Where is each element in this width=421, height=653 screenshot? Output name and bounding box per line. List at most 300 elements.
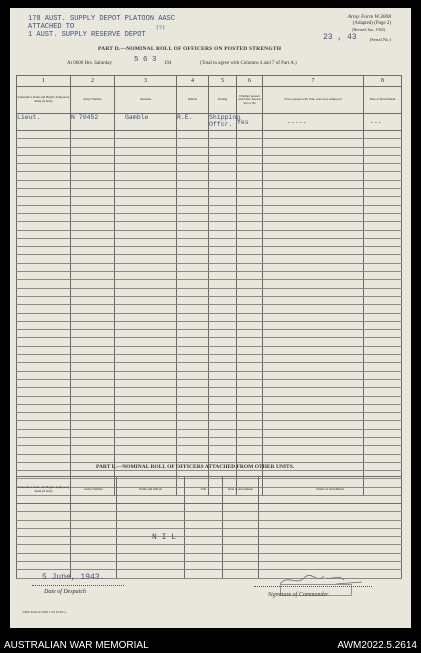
blank-cell <box>209 280 237 288</box>
blank-cell <box>17 197 71 205</box>
blank-row <box>17 197 402 205</box>
blank-cell <box>115 396 177 404</box>
blank-row <box>17 238 402 246</box>
blank-row <box>17 379 402 387</box>
blank-cell <box>263 255 364 263</box>
blank-row <box>17 255 402 263</box>
blank-cell <box>364 363 402 371</box>
blank-cell <box>17 272 71 280</box>
blank-cell <box>71 545 117 553</box>
blank-cell <box>237 263 263 271</box>
blank-cell <box>263 180 364 188</box>
blank-cell <box>115 131 177 139</box>
blank-cell <box>364 230 402 238</box>
blank-cell <box>237 205 263 213</box>
blank-cell <box>259 553 402 561</box>
blank-row <box>17 520 402 528</box>
blank-cell <box>263 172 364 180</box>
blank-cell <box>177 147 209 155</box>
blank-cell <box>237 363 263 371</box>
blank-cell <box>263 454 364 462</box>
blank-cell <box>364 288 402 296</box>
blank-cell <box>17 131 71 139</box>
blank-cell <box>177 230 209 238</box>
blank-cell <box>17 238 71 246</box>
cell-initials: R.E. <box>177 114 209 131</box>
blank-cell <box>115 321 177 329</box>
blank-cell <box>364 172 402 180</box>
blank-cell <box>185 512 223 520</box>
blank-cell <box>117 553 185 561</box>
unit-line-3: 1 AUST. SUPPLY RESERVE DEPOT <box>28 31 146 39</box>
blank-cell <box>237 288 263 296</box>
col-number: 3 <box>115 76 177 87</box>
blank-cell <box>71 263 115 271</box>
blank-row <box>17 296 402 304</box>
blank-cell <box>115 379 177 387</box>
blank-cell <box>263 238 364 246</box>
blank-cell <box>177 139 209 147</box>
blank-cell <box>177 437 209 445</box>
blank-cell <box>177 247 209 255</box>
blank-cell <box>223 520 259 528</box>
cell-detachment: --- <box>364 114 402 131</box>
blank-cell <box>117 570 185 578</box>
blank-cell <box>177 355 209 363</box>
blank-cell <box>115 213 177 221</box>
blank-cell <box>209 205 237 213</box>
blank-cell <box>177 280 209 288</box>
blank-cell <box>364 164 402 172</box>
blank-cell <box>364 346 402 354</box>
blank-cell <box>115 272 177 280</box>
blank-cell <box>17 313 71 321</box>
blank-cell <box>17 230 71 238</box>
blank-cell <box>237 413 263 421</box>
col-number: 2 <box>71 76 115 87</box>
col-header-employed: If not present with Unit, state how employed <box>263 87 364 114</box>
blank-cell <box>209 454 237 462</box>
blank-cell <box>364 296 402 304</box>
blank-cell <box>364 305 402 313</box>
blank-cell <box>263 321 364 329</box>
blank-cell <box>177 238 209 246</box>
signature-label: Signature of Commander <box>268 592 329 598</box>
blank-row <box>17 288 402 296</box>
blank-cell <box>71 512 117 520</box>
blank-row <box>17 222 402 230</box>
blank-cell <box>17 222 71 230</box>
blank-cell <box>223 553 259 561</box>
blank-cell <box>185 537 223 545</box>
archive-footer <box>0 638 421 653</box>
blank-cell <box>177 222 209 230</box>
blank-row <box>17 537 402 545</box>
blank-cell <box>115 296 177 304</box>
blank-row <box>17 247 402 255</box>
blank-cell <box>185 553 223 561</box>
blank-cell <box>209 346 237 354</box>
part-d-table <box>16 75 402 496</box>
column-header-row <box>17 87 402 114</box>
blank-cell <box>71 446 115 454</box>
part-d-date: 5 6 3 <box>134 56 157 64</box>
blank-cell <box>17 139 71 147</box>
blank-cell <box>115 446 177 454</box>
blank-cell <box>263 305 364 313</box>
blank-cell <box>71 172 115 180</box>
blank-cell <box>17 189 71 197</box>
blank-cell <box>177 189 209 197</box>
blank-cell <box>263 379 364 387</box>
blank-row <box>17 363 402 371</box>
blank-cell <box>209 421 237 429</box>
blank-cell <box>177 454 209 462</box>
blank-cell <box>237 379 263 387</box>
blank-cell <box>71 528 117 536</box>
column-number-row <box>17 76 402 87</box>
blank-cell <box>263 313 364 321</box>
blank-cell <box>185 570 223 578</box>
blank-row <box>17 454 402 462</box>
despatch-date-label: Date of Despatch <box>44 589 86 595</box>
blank-cell <box>223 528 259 536</box>
blank-cell <box>115 205 177 213</box>
blank-cell <box>71 355 115 363</box>
blank-cell <box>177 379 209 387</box>
blank-cell <box>364 205 402 213</box>
blank-row <box>17 263 402 271</box>
blank-cell <box>263 429 364 437</box>
blank-row <box>17 205 402 213</box>
blank-cell <box>237 147 263 155</box>
blank-cell <box>17 537 71 545</box>
blank-cell <box>71 454 115 462</box>
blank-cell <box>364 371 402 379</box>
unit-line-1: 178 AUST. SUPPLY DEPOT PLATOON AASC <box>28 15 176 23</box>
blank-cell <box>115 222 177 230</box>
blank-row <box>17 213 402 221</box>
blank-cell <box>115 139 177 147</box>
blank-cell <box>71 413 115 421</box>
blank-cell <box>115 330 177 338</box>
blank-cell <box>71 562 117 570</box>
blank-row <box>17 147 402 155</box>
blank-cell <box>177 180 209 188</box>
blank-cell <box>185 528 223 536</box>
blank-cell <box>117 562 185 570</box>
blank-cell <box>209 330 237 338</box>
blank-cell <box>71 238 115 246</box>
blank-cell <box>263 222 364 230</box>
blank-cell <box>17 247 71 255</box>
blank-cell <box>71 371 115 379</box>
blank-cell <box>17 180 71 188</box>
blank-cell <box>209 222 237 230</box>
blank-cell <box>237 189 263 197</box>
blank-row <box>17 305 402 313</box>
blank-cell <box>263 338 364 346</box>
blank-row <box>17 504 402 512</box>
blank-cell <box>177 155 209 163</box>
blank-cell <box>71 429 115 437</box>
blank-cell <box>209 371 237 379</box>
blank-cell <box>177 213 209 221</box>
blank-cell <box>364 263 402 271</box>
blank-cell <box>17 280 71 288</box>
blank-cell <box>17 263 71 271</box>
blank-cell <box>263 213 364 221</box>
blank-cell <box>209 446 237 454</box>
col-header-unit: Unit <box>185 477 223 504</box>
blank-cell <box>209 404 237 412</box>
form-sheet <box>10 8 411 628</box>
blank-cell <box>237 330 263 338</box>
blank-cell <box>237 355 263 363</box>
blank-cell <box>115 355 177 363</box>
blank-cell <box>17 379 71 387</box>
blank-cell <box>364 454 402 462</box>
blank-cell <box>263 189 364 197</box>
blank-cell <box>71 288 115 296</box>
handwritten-annotation: (?) <box>156 25 166 31</box>
blank-cell <box>364 197 402 205</box>
blank-cell <box>177 404 209 412</box>
blank-cell <box>209 131 237 139</box>
blank-row <box>17 413 402 421</box>
blank-cell <box>17 321 71 329</box>
part-d-blank-rows <box>17 131 402 496</box>
blank-cell <box>237 238 263 246</box>
blank-cell <box>259 512 402 520</box>
blank-cell <box>17 296 71 304</box>
printer-note: 2,000 Pads 9/1939 1/43 W.P.Co. <box>22 610 68 614</box>
blank-row <box>17 313 402 321</box>
blank-cell <box>71 504 117 512</box>
blank-cell <box>209 272 237 280</box>
blank-cell <box>71 379 115 387</box>
col-header-name: Name and Initials <box>117 477 185 504</box>
blank-cell <box>71 346 115 354</box>
blank-cell <box>364 313 402 321</box>
blank-cell <box>263 363 364 371</box>
blank-cell <box>237 313 263 321</box>
blank-cell <box>17 155 71 163</box>
blank-cell <box>364 180 402 188</box>
blank-cell <box>209 388 237 396</box>
blank-cell <box>209 247 237 255</box>
col-header-army-number: Army Number <box>71 87 115 114</box>
blank-cell <box>364 379 402 387</box>
blank-cell <box>115 346 177 354</box>
archive-name: AUSTRALIAN WAR MEMORIAL <box>4 640 149 651</box>
blank-cell <box>263 155 364 163</box>
blank-cell <box>177 429 209 437</box>
blank-cell <box>259 545 402 553</box>
blank-cell <box>364 238 402 246</box>
blank-cell <box>209 147 237 155</box>
blank-cell <box>177 421 209 429</box>
blank-cell <box>17 305 71 313</box>
blank-cell <box>263 205 364 213</box>
blank-row <box>17 446 402 454</box>
blank-row <box>17 280 402 288</box>
blank-cell <box>223 537 259 545</box>
blank-cell <box>71 147 115 155</box>
blank-cell <box>364 462 402 470</box>
blank-cell <box>237 197 263 205</box>
blank-cell <box>115 388 177 396</box>
blank-cell <box>17 355 71 363</box>
blank-cell <box>71 230 115 238</box>
blank-cell <box>71 164 115 172</box>
blank-cell <box>209 172 237 180</box>
blank-cell <box>185 562 223 570</box>
blank-cell <box>263 421 364 429</box>
blank-cell <box>17 437 71 445</box>
blank-cell <box>209 429 237 437</box>
blank-cell <box>237 346 263 354</box>
blank-cell <box>364 446 402 454</box>
blank-cell <box>71 213 115 221</box>
blank-cell <box>115 288 177 296</box>
blank-cell <box>364 272 402 280</box>
blank-cell <box>17 454 71 462</box>
blank-cell <box>115 404 177 412</box>
blank-cell <box>115 363 177 371</box>
part-d-year: 194 <box>164 61 172 66</box>
blank-cell <box>17 338 71 346</box>
blank-cell <box>237 272 263 280</box>
blank-cell <box>71 421 115 429</box>
blank-cell <box>364 213 402 221</box>
blank-cell <box>209 139 237 147</box>
blank-cell <box>263 147 364 155</box>
blank-cell <box>237 446 263 454</box>
blank-cell <box>177 131 209 139</box>
blank-row <box>17 330 402 338</box>
blank-cell <box>17 288 71 296</box>
blank-cell <box>364 222 402 230</box>
blank-cell <box>71 437 115 445</box>
blank-cell <box>237 454 263 462</box>
blank-cell <box>237 429 263 437</box>
blank-cell <box>263 131 364 139</box>
col-number: 7 <box>263 76 364 87</box>
col-header-posting: Posting <box>209 87 237 114</box>
blank-cell <box>263 346 364 354</box>
col-header-rank: Substantive Rank and Higher Temporary Rank (if held) <box>17 477 71 504</box>
blank-cell <box>237 255 263 263</box>
blank-cell <box>17 172 71 180</box>
cell-present: Yes <box>237 114 263 131</box>
signature-line <box>254 586 372 587</box>
blank-cell <box>71 180 115 188</box>
blank-cell <box>115 197 177 205</box>
blank-cell <box>364 437 402 445</box>
part-d-note: (Total to agree with Columns 4 and 7 of Part A.) <box>200 61 297 66</box>
blank-cell <box>209 338 237 346</box>
blank-cell <box>17 363 71 371</box>
blank-cell <box>177 172 209 180</box>
unit-line-2: ATTACHED TO <box>28 23 75 31</box>
blank-cell <box>115 164 177 172</box>
blank-cell <box>364 139 402 147</box>
blank-cell <box>364 131 402 139</box>
blank-cell <box>364 413 402 421</box>
blank-cell <box>237 139 263 147</box>
blank-cell <box>209 413 237 421</box>
blank-cell <box>17 553 71 561</box>
blank-row <box>17 388 402 396</box>
blank-cell <box>209 296 237 304</box>
blank-cell <box>177 346 209 354</box>
blank-cell <box>223 512 259 520</box>
col-header-attachment-date: Date of Attachment <box>223 477 259 504</box>
blank-cell <box>364 330 402 338</box>
blank-cell <box>17 330 71 338</box>
blank-cell <box>223 562 259 570</box>
blank-row <box>17 272 402 280</box>
blank-cell <box>117 545 185 553</box>
col-header-rank: Substantive Rank and Higher Temporary Rank (if held) <box>17 87 71 114</box>
blank-cell <box>364 255 402 263</box>
blank-row <box>17 131 402 139</box>
blank-cell <box>71 363 115 371</box>
blank-row <box>17 346 402 354</box>
cell-employed: ----- <box>263 114 364 131</box>
blank-cell <box>177 288 209 296</box>
blank-row <box>17 338 402 346</box>
blank-cell <box>237 296 263 304</box>
blank-cell <box>17 446 71 454</box>
blank-row <box>17 421 402 429</box>
blank-cell <box>364 404 402 412</box>
blank-cell <box>237 421 263 429</box>
blank-cell <box>263 404 364 412</box>
blank-cell <box>364 429 402 437</box>
blank-cell <box>115 437 177 445</box>
blank-cell <box>177 296 209 304</box>
blank-row <box>17 437 402 445</box>
blank-cell <box>263 272 364 280</box>
blank-cell <box>17 388 71 396</box>
blank-cell <box>237 338 263 346</box>
blank-cell <box>209 288 237 296</box>
blank-row <box>17 404 402 412</box>
blank-cell <box>17 504 71 512</box>
blank-cell <box>209 189 237 197</box>
blank-cell <box>17 396 71 404</box>
blank-cell <box>263 355 364 363</box>
serial-number: 23 , 43 <box>323 33 357 42</box>
blank-cell <box>209 180 237 188</box>
blank-cell <box>115 280 177 288</box>
blank-cell <box>177 371 209 379</box>
blank-cell <box>71 197 115 205</box>
blank-cell <box>237 280 263 288</box>
blank-cell <box>17 371 71 379</box>
blank-cell <box>209 355 237 363</box>
blank-cell <box>209 164 237 172</box>
blank-cell <box>364 396 402 404</box>
blank-cell <box>71 330 115 338</box>
blank-cell <box>209 363 237 371</box>
blank-row <box>17 172 402 180</box>
blank-cell <box>263 280 364 288</box>
blank-cell <box>177 388 209 396</box>
blank-row <box>17 321 402 329</box>
